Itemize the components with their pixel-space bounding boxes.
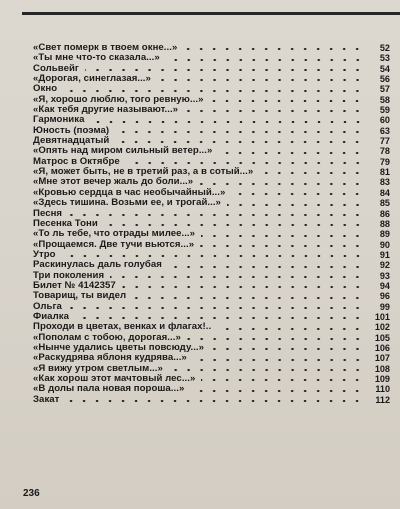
dot-leader [63, 90, 364, 92]
top-rule [22, 12, 400, 15]
toc-entry-title: «То ль тебе, что отрады милее...» [33, 228, 196, 240]
toc-entry-title: Закат [33, 393, 60, 405]
toc-entry [33, 384, 390, 394]
toc-entry [33, 198, 390, 208]
dot-leader [201, 235, 364, 237]
toc-entry-title: «Как хорош этот мачтовый лес...» [33, 373, 196, 384]
toc-entry [33, 74, 390, 84]
toc-entry-title: Девятнадцатый [33, 135, 110, 147]
toc-entry-title: «Нынче удались цветы повсюду...» [33, 341, 205, 353]
toc-entry-page: 56 [379, 74, 390, 85]
dot-leader [187, 338, 364, 340]
toc-entry-page: 59 [379, 105, 390, 116]
toc-entry-page: 57 [379, 84, 390, 95]
dot-leader [62, 255, 364, 257]
toc-entry-title: Проходи в цветах, венках и флагах!.. [33, 321, 212, 333]
toc-entry-title: Гармоника [33, 114, 85, 126]
toc-entry-title: «Ты мне что-то сказала...» [33, 52, 160, 64]
toc-entry-title: «Опять над миром сильный ветер...» [33, 145, 213, 157]
toc-entry-title: Раскинулась даль голубая [33, 259, 162, 271]
dot-leader [209, 100, 364, 102]
dot-leader [259, 172, 364, 174]
dot-leader [65, 400, 364, 402]
dot-leader [110, 276, 364, 278]
toc-entry-page: 102 [374, 322, 390, 333]
toc-entry-title: «Пополам с тобою, дорогая...» [33, 331, 181, 343]
dot-leader [68, 214, 364, 216]
toc-entry-title: Утро [33, 248, 56, 260]
dot-leader [217, 328, 364, 330]
dot-leader [190, 390, 364, 392]
toc-entry [33, 291, 390, 301]
toc-entry-title: «В долы пала новая пороша...» [33, 383, 185, 395]
toc-entry [33, 240, 390, 250]
toc-entry-page: 77 [379, 136, 390, 147]
toc-entry-page: 79 [379, 156, 390, 167]
dot-leader [169, 369, 364, 371]
dot-leader [122, 286, 364, 288]
table-of-contents [33, 43, 390, 405]
toc-entry-title: Фиалка [33, 310, 69, 322]
toc-entry-page: 93 [379, 270, 390, 281]
toc-entry-title: Юность (поэма) [33, 124, 110, 136]
dot-leader [193, 359, 364, 361]
dot-leader [166, 59, 364, 61]
toc-entry-title: «Дорогая, синеглазая...» [33, 73, 151, 85]
dot-leader [210, 348, 364, 350]
toc-entry-page: 81 [379, 167, 390, 178]
toc-entry-page: 99 [379, 301, 390, 312]
toc-entry-title: Песенка Тони [33, 217, 98, 229]
toc-entry-title: Сольвейг [33, 62, 79, 74]
toc-entry [33, 53, 390, 63]
dot-leader [85, 69, 364, 71]
toc-entry-page: 92 [379, 260, 390, 271]
dot-leader [200, 245, 364, 247]
toc-entry-page: 52 [379, 43, 390, 53]
toc-entry-page: 107 [374, 353, 390, 364]
toc-entry-title: «Мне этот вечер жаль до боли...» [33, 176, 194, 188]
toc-entry-title: «Раскудрява яблоня кудрява...» [33, 352, 187, 364]
toc-entry-page: 109 [374, 374, 390, 384]
toc-entry-page: 86 [379, 208, 390, 219]
toc-entry-page: 85 [379, 198, 390, 209]
toc-entry [33, 105, 390, 115]
dot-leader [227, 204, 364, 206]
toc-entry-title: «Я вижу утром светлым...» [33, 362, 163, 374]
dot-leader [168, 266, 364, 268]
dot-leader [115, 141, 364, 143]
toc-entry-page: 94 [379, 280, 390, 291]
toc-entry-page: 89 [379, 229, 390, 240]
toc-entry [33, 229, 390, 239]
dot-leader [104, 224, 364, 226]
toc-entry-page: 54 [379, 63, 390, 74]
toc-entry-title: Товарищ, ты видел [33, 290, 127, 302]
toc-entry-title: «Я, может быть, не в третий раз, а в сотый...» [33, 166, 254, 178]
toc-entry-page: 91 [379, 249, 390, 260]
toc-entry-page: 60 [379, 115, 390, 126]
toc-entry-title: «Как тебя другие называют...» [33, 104, 179, 116]
toc-entry-page: 106 [374, 342, 390, 353]
dot-leader [157, 79, 364, 81]
dot-leader [183, 48, 364, 50]
toc-entry-title: «Я, хорошо люблю, того ревную...» [33, 93, 204, 105]
toc-entry-title: «Кровью сердца в час необычайный...» [33, 186, 226, 198]
toc-entry-page: 63 [379, 125, 390, 136]
toc-entry-title: «Прощаемся. Две тучи вьются...» [33, 238, 195, 250]
dot-leader [199, 183, 364, 185]
toc-entry-page: 90 [379, 239, 390, 250]
toc-entry-title: Три поколения [33, 269, 105, 281]
toc-entry-page: 88 [379, 218, 390, 229]
dot-leader [115, 131, 364, 133]
toc-entry [33, 302, 390, 312]
toc-entry-page: 58 [379, 94, 390, 105]
toc-entry-page: 84 [379, 187, 390, 198]
toc-entry-page: 110 [375, 384, 390, 395]
toc-entry-title: Песня [33, 207, 63, 219]
toc-entry-page: 78 [379, 146, 390, 157]
dot-leader [218, 152, 364, 154]
toc-entry-page: 112 [375, 394, 390, 405]
toc-entry-title: Окно [33, 83, 58, 95]
toc-entry-page: 108 [374, 363, 390, 374]
dot-leader [68, 307, 364, 309]
toc-entry-page: 105 [374, 332, 390, 343]
dot-leader [201, 379, 364, 381]
dot-leader [126, 162, 364, 164]
dot-leader [184, 110, 364, 112]
dot-leader [75, 317, 364, 319]
dot-leader [91, 121, 365, 123]
page-number: 236 [23, 488, 40, 499]
dot-leader [132, 297, 364, 299]
toc-entry-title: «Свет померк в твоем окне...» [33, 42, 178, 53]
toc-entry-page: 53 [379, 53, 390, 64]
toc-entry-page: 96 [379, 291, 390, 302]
dot-leader [231, 193, 364, 195]
toc-entry [33, 395, 390, 405]
toc-entry-page: 83 [379, 177, 390, 188]
toc-entry-title: «Здесь тишина. Возьми ее, и трогай...» [33, 197, 221, 209]
toc-entry [33, 260, 390, 270]
toc-entry-title: Билет № 4142357 [33, 279, 116, 291]
toc-entry-page: 101 [374, 311, 390, 322]
toc-entry-title: Матрос в Октябре [33, 155, 120, 167]
toc-entry-title: Ольга [33, 300, 62, 312]
